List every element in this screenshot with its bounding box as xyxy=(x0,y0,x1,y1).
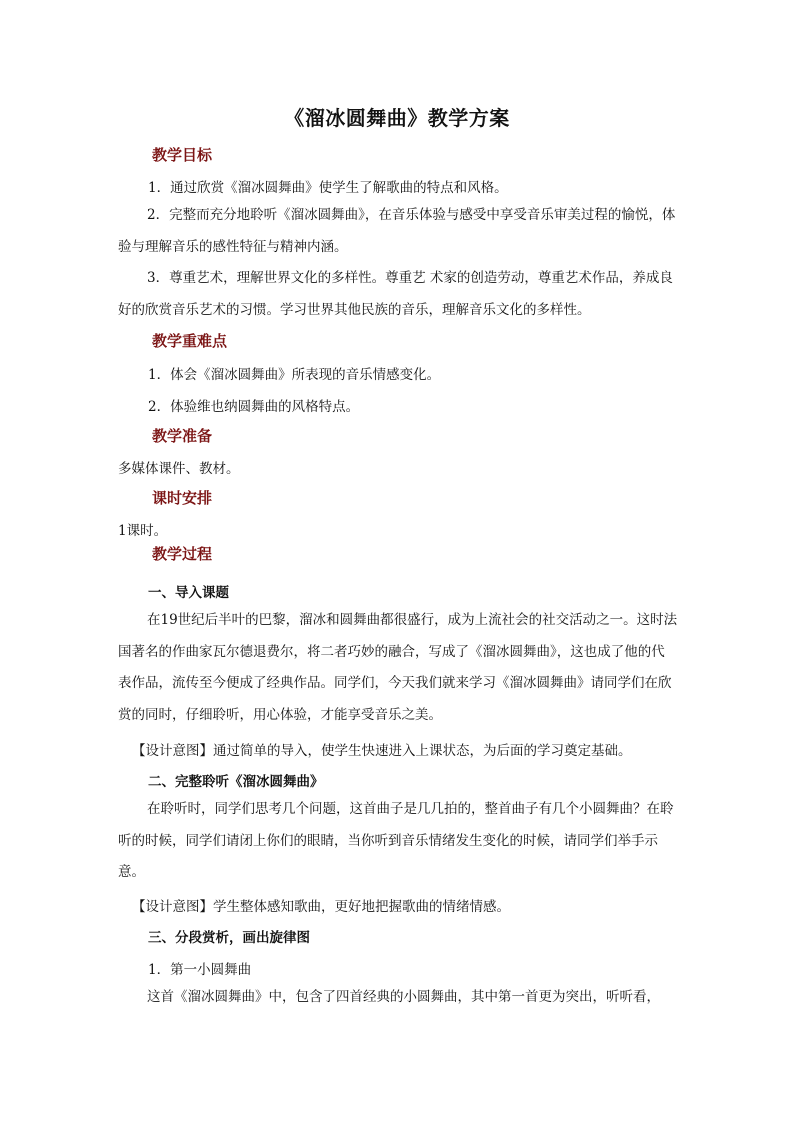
difficulty-item-1: 1．体会《溜冰圆舞曲》所表现的音乐情感变化。 xyxy=(148,367,441,383)
schedule-text: 1课时。 xyxy=(118,523,168,539)
section-2-text: 在聆听时，同学们思考几个问题，这首曲子是几几拍的，整首曲子有几个小圆舞曲？在聆听的时候，同学们请闭上你们的眼睛，当你听到音乐情绪发生变化的时候，请同学们举手示意。 xyxy=(118,801,674,880)
heading-preparation: 教学准备 xyxy=(152,427,213,445)
section-3-text: 这首《溜冰圆舞曲》中，包含了四首经典的小圆舞曲，其中第一首更为突出，听听看， xyxy=(147,989,660,1005)
heading-key-difficulties: 教学重难点 xyxy=(152,332,228,350)
goal-item-1: 1．通过欣赏《溜冰圆舞曲》使学生了解歌曲的特点和风格。 xyxy=(148,180,508,196)
section-2-design-intent: 【设计意图】学生整体感知歌曲，更好地把握歌曲的情绪情感。 xyxy=(132,899,510,915)
goal-item-3: 3．尊重艺术，理解世界文化的多样性。尊重艺 术家的创造劳动，尊重艺术作品，养成良好的欣赏音乐艺术的习惯。学习世界其他民族的音乐，理解音乐文化的多样性。 xyxy=(118,270,673,318)
section-3-title: 三、分段赏析，画出旋律图 xyxy=(148,930,310,946)
difficulty-item-2: 2．体验维也纳圆舞曲的风格特点。 xyxy=(148,399,360,415)
section-3-item-1: 1．第一小圆舞曲 xyxy=(148,962,252,978)
heading-teaching-goals: 教学目标 xyxy=(152,146,213,164)
section-1-text: 在19世纪后半叶的巴黎，溜冰和圆舞曲都很盛行，成为上流社会的社交活动之一。这时法国著名的作曲家瓦尔德退费尔，将二者巧妙的融合，写成了《溜冰圆舞曲》，这也成了他的代表作品，流传至今便成了经典作品。同学们，今天我们就来学习《溜冰圆舞曲》请同学们在欣赏的同时，仔细聆听，用心体验，才能享受音乐之美。 xyxy=(118,612,678,723)
goal-item-2: 2．完整而充分地聆听《溜冰圆舞曲》，在音乐体验与感受中享受音乐审美过程的愉悦，体验与理解音乐的感性特征与精神内涵。 xyxy=(118,207,676,255)
section-2-title: 二、完整聆听《溜冰圆舞曲》 xyxy=(148,774,324,790)
section-1-title: 一、导入课题 xyxy=(148,585,229,601)
preparation-text: 多媒体课件、教材。 xyxy=(118,461,240,477)
section-1-design-intent: 【设计意图】通过简单的导入，使学生快速进入上课状态，为后面的学习奠定基础。 xyxy=(132,743,632,759)
heading-schedule: 课时安排 xyxy=(152,489,213,507)
heading-teaching-process: 教学过程 xyxy=(152,545,213,563)
document-title: 《溜冰圆舞曲》教学方案 xyxy=(284,106,510,130)
